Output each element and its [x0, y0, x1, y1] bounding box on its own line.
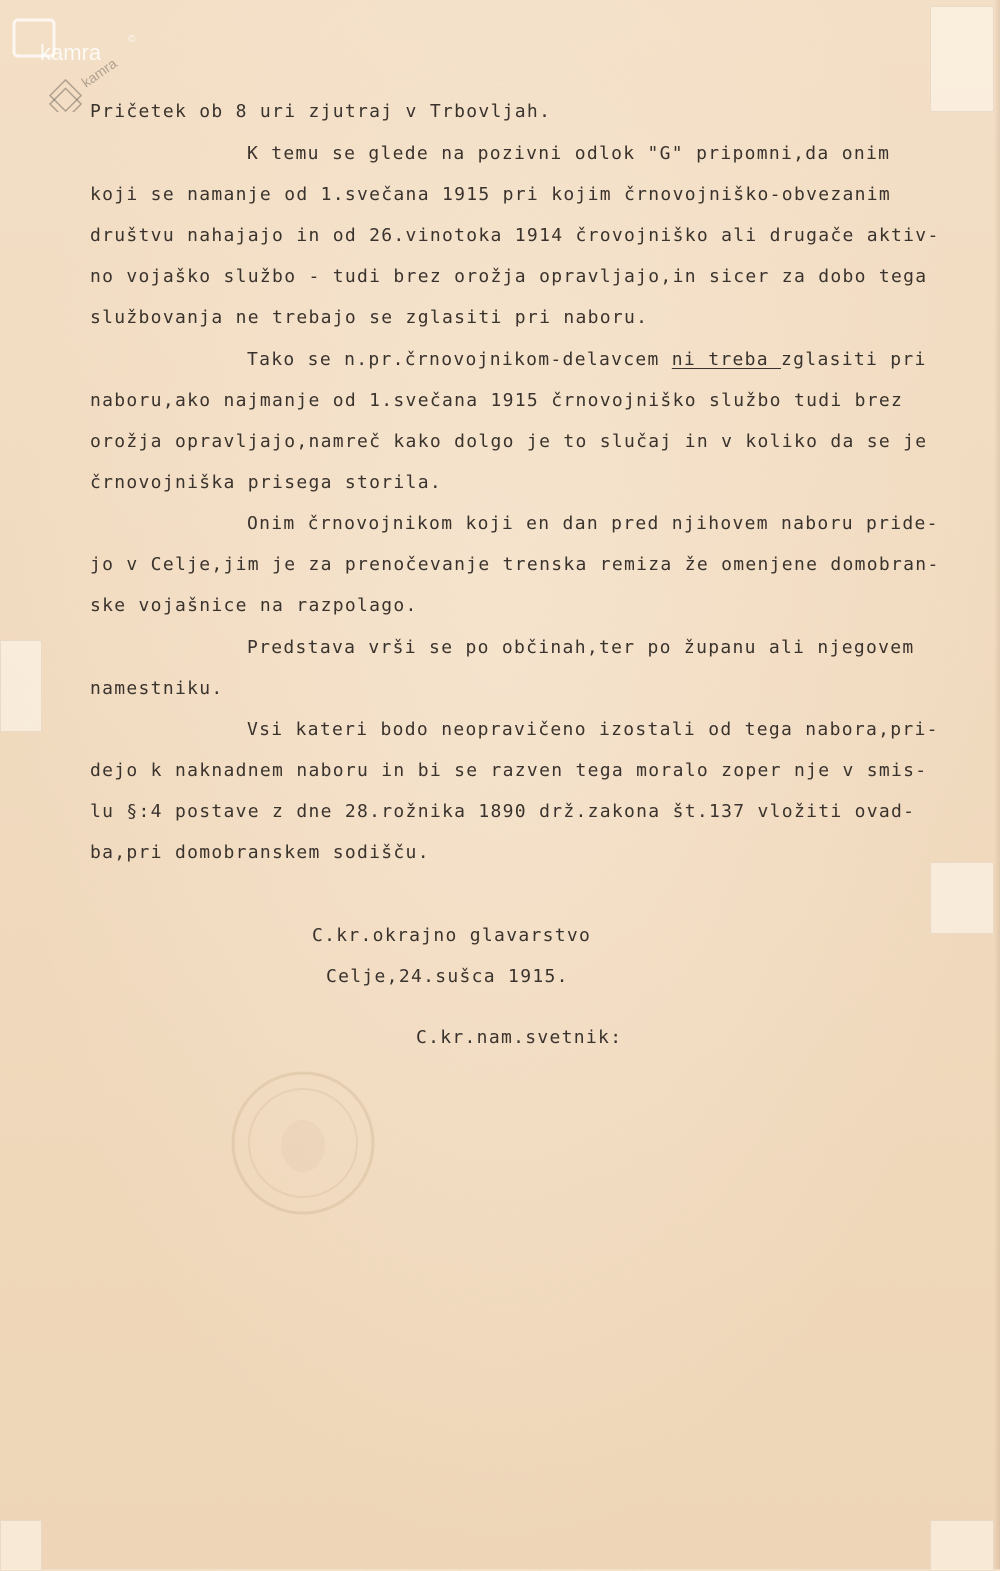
watermark-text: kamra	[40, 40, 102, 65]
line-opening: Pričetek ob 8 uri zjutraj v Trbovljah.	[90, 101, 552, 122]
tape-mark	[0, 640, 42, 732]
paragraph-5-line-3: lu §:4 postave z dne 28.rožnika 1890 drž.zakona št.137 vložiti ovad-	[90, 801, 916, 822]
p2-text-c: zglasiti pri	[781, 349, 927, 370]
paragraph-2-line-1	[247, 348, 927, 372]
paragraph-1-line-4: no vojaško službo - tudi brez orožja opravljajo,in sicer za dobo tega	[90, 266, 928, 287]
signer-title: C.kr.nam.svetnik:	[416, 1027, 623, 1048]
kamra-watermark	[10, 16, 150, 112]
watermark-arc-text: kamra	[78, 55, 120, 91]
p2-underlined-phrase: ni treba	[671, 349, 782, 370]
paragraph-2-line-4: črnovojniška prisega storila.	[90, 472, 442, 493]
watermark-cube-icon	[46, 80, 86, 112]
paragraph-1-line-1: K temu se glede na pozivni odlok "G" pripomni,da onim	[247, 143, 891, 164]
place-and-date: Celje,24.sušca 1915.	[326, 966, 569, 987]
paragraph-3-line-2: jo v Celje,jim je za prenočevanje trenska remiza že omenjene domobran-	[90, 554, 940, 575]
paragraph-5-line-1: Vsi kateri bodo neopravičeno izostali od tega nabora,pri-	[247, 719, 939, 740]
paragraph-4-line-1: Predstava vrši se po občinah,ter po županu ali njegovem	[247, 637, 915, 658]
issuing-authority: C.kr.okrajno glavarstvo	[312, 925, 592, 946]
tape-mark	[0, 1520, 42, 1571]
tape-mark	[930, 862, 994, 934]
paragraph-1-line-5: službovanja ne trebajo se zglasiti pri naboru.	[90, 307, 649, 328]
tape-mark	[930, 6, 994, 112]
paragraph-3-line-3: ske vojašnice na razpolago.	[90, 595, 418, 616]
p2-text-a: Tako se n.pr.črnovojnikom-delavcem	[247, 349, 672, 370]
paragraph-5-line-4: ba,pri domobranskem sodišču.	[90, 842, 430, 863]
tape-mark	[930, 1520, 994, 1571]
paragraph-5-line-2: dejo k naknadnem naboru in bi se razven tega moralo zoper nje v smis-	[90, 760, 928, 781]
paper-edge	[994, 0, 1000, 1569]
paragraph-2-line-3: orožja opravljajo,namreč kako dolgo je to slučaj in v koliko da se je	[90, 431, 928, 452]
paragraph-1-line-3: društvu nahajajo in od 26.vinotoka 1914 črovojniško ali drugače aktiv-	[90, 225, 940, 246]
paragraph-3-line-1: Onim črnovojnikom koji en dan pred njihovem naboru pride-	[247, 513, 939, 534]
paragraph-2-line-2: naboru,ako najmanje od 1.svečana 1915 črnovojniško službo tudi brez	[90, 390, 904, 411]
faded-seal-stamp	[228, 1068, 378, 1218]
paragraph-1-line-2: koji se namanje od 1.svečana 1915 pri kojim črnovojniško-obvezanim	[90, 184, 892, 205]
paragraph-4-line-2: namestniku.	[90, 678, 224, 699]
copyright-mark: ©	[128, 34, 136, 45]
